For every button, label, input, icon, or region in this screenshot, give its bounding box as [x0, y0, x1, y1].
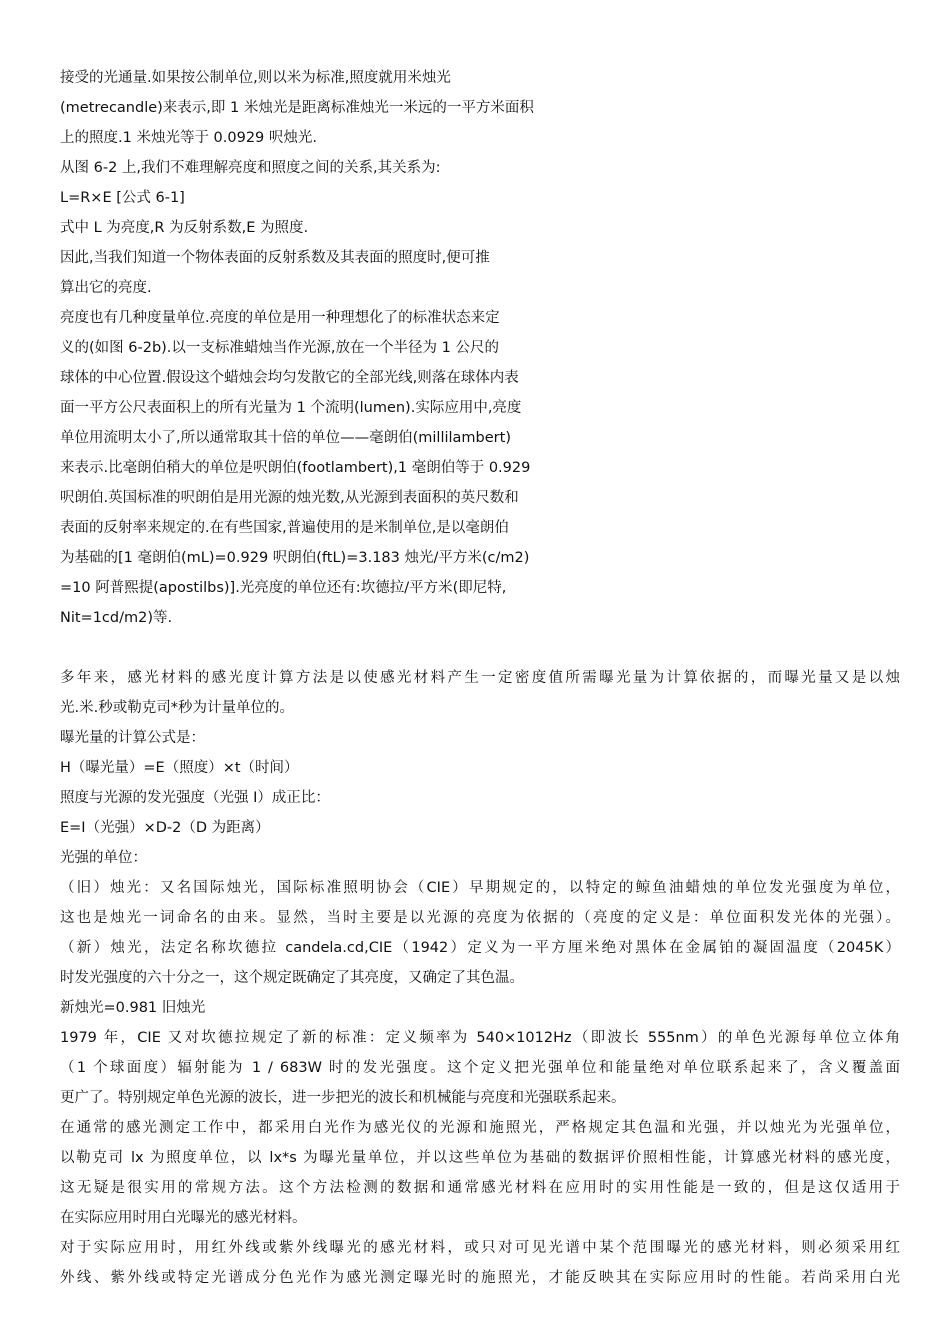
text-line: 亮度也有几种度量单位.亮度的单位是用一种理想化了的标准状态来定: [60, 310, 500, 326]
formula-line: E=I（光强）×D-2（D 为距离）: [60, 820, 270, 836]
document-page: [60, 63, 900, 1293]
section-luminance-units: [60, 63, 900, 633]
formula-line: L=R×E [公式 6-1]: [60, 190, 185, 206]
text-line: 面一平方公尺表面积上的所有光量为 1 个流明(lumen).实际应用中,亮度: [60, 400, 522, 416]
formula-line: H（曝光量）=E（照度）×t（时间）: [60, 760, 299, 776]
text-line: （旧）烛光：又名国际烛光，国际标准照明协会（CIE）早期规定的，以特定的鲸鱼油蜡烛的单位发光强度为单位，: [60, 880, 900, 896]
text-line: 上的照度.1 米烛光等于 0.0929 呎烛光.: [60, 130, 318, 146]
section-exposure-calculation: [60, 663, 900, 1293]
text-line: 以勒克司 lx 为照度单位，以 lx*s 为曝光量单位，并以这些单位为基础的数据评价照相性能，计算感光材料的感光度，: [60, 1150, 900, 1166]
text-line: 对于实际应用时，用红外线或紫外线曝光的感光材料，或只对可见光谱中某个范围曝光的感光材料，则必须采用红: [60, 1240, 900, 1256]
text-line: 接受的光通量.如果按公制单位,则以米为标准,照度就用米烛光: [60, 70, 451, 86]
text-line: 新烛光=0.981 旧烛光: [60, 1000, 206, 1016]
text-line: 多年来，感光材料的感光度计算方法是以使感光材料产生一定密度值所需曝光量为计算依据的，而曝光量又是以烛: [60, 670, 900, 686]
text-line: 单位用流明太小了,所以通常取其十倍的单位——毫朗伯(millilambert): [60, 430, 511, 446]
text-line: 这无疑是很实用的常规方法。这个方法检测的数据和通常感光材料在应用时的实用性能是一致的，但是这仅适用于: [60, 1180, 900, 1196]
text-line: 义的(如图 6-2b).以一支标准蜡烛当作光源,放在一个半径为 1 公尺的: [60, 340, 499, 356]
text-line: 在通常的感光测定工作中，都采用白光作为感光仪的光源和施照光，严格规定其色温和光强，并以烛光为光强单位，: [60, 1120, 900, 1136]
text-line: Nit=1cd/m2)等.: [60, 610, 173, 626]
text-line: 来表示.比毫朗伯稍大的单位是呎朗伯(footlambert),1 毫朗伯等于 0.929: [60, 460, 531, 476]
text-line: 曝光量的计算公式是：: [60, 730, 205, 746]
text-line: 更广了。特别规定单色光源的波长，进一步把光的波长和机械能与亮度和光强联系起来。: [60, 1090, 626, 1106]
text-line: 照度与光源的发光强度（光强 I）成正比：: [60, 790, 330, 806]
text-line: 在实际应用时用白光曝光的感光材料。: [60, 1210, 307, 1226]
text-line: 这也是烛光一词命名的由来。显然，当时主要是以光源的亮度为依据的（亮度的定义是：单位面积发光体的光强）。: [60, 910, 900, 926]
text-line: (metrecandle)来表示,即 1 米烛光是距离标准烛光一米远的一平方米面积: [60, 100, 534, 116]
text-line: 外线、紫外线或特定光谱成分色光作为感光测定曝光时的施照光，才能反映其在实际应用时的性能。若尚采用白光: [60, 1270, 900, 1286]
text-line: 球体的中心位置.假设这个蜡烛会均匀发散它的全部光线,则落在球体内表: [60, 370, 519, 386]
text-line: 光.米.秒或勒克司*秒为计量单位的。: [60, 700, 294, 716]
text-line: （1 个球面度）辐射能为 1 / 683W 时的发光强度。这个定义把光强单位和能量绝对单位联系起来了，含义覆盖面: [60, 1060, 900, 1076]
text-line: 表面的反射率来规定的.在有些国家,普遍使用的是米制单位,是以毫朗伯: [60, 520, 509, 536]
text-line: 1979 年，CIE 又对坎德拉规定了新的标准：定义频率为 540×1012Hz（即波长 555nm）的单色光源每单位立体角: [60, 1030, 900, 1046]
text-line: 时发光强度的六十分之一，这个规定既确定了其亮度，又确定了其色温。: [60, 970, 524, 986]
text-line: 呎朗伯.英国标准的呎朗伯是用光源的烛光数,从光源到表面积的英尺数和: [60, 490, 519, 506]
text-line: 从图 6-2 上,我们不难理解亮度和照度之间的关系,其关系为:: [60, 160, 441, 176]
paragraph-gap: [60, 633, 900, 663]
text-line: 算出它的亮度.: [60, 280, 152, 296]
text-line: （新）烛光，法定名称坎德拉 candela.cd,CIE（1942）定义为一平方厘米绝对黑体在金属铂的凝固温度（2045K）: [60, 940, 900, 956]
text-line: 光强的单位：: [60, 850, 147, 866]
text-line: 式中 L 为亮度,R 为反射系数,E 为照度.: [60, 220, 309, 236]
text-line: 为基础的[1 毫朗伯(mL)=0.929 呎朗伯(ftL)=3.183 烛光/平方米(c/m2): [60, 550, 530, 566]
text-line: =10 阿普熙提(apostilbs)].光亮度的单位还有:坎德拉/平方米(即尼特,: [60, 580, 507, 596]
text-line: 因此,当我们知道一个物体表面的反射系数及其表面的照度时,便可推: [60, 250, 490, 266]
